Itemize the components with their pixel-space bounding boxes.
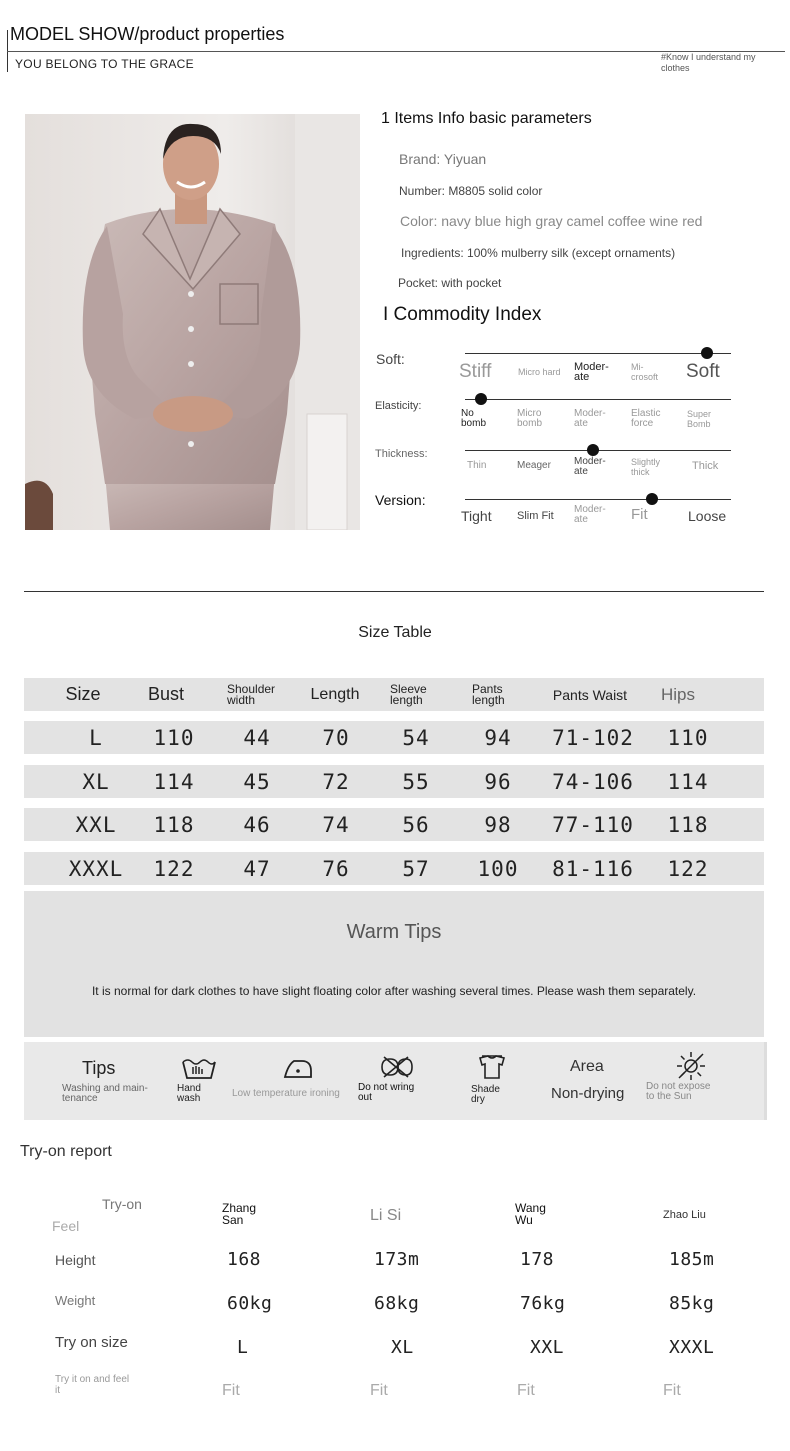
index-marker-thickness <box>587 444 599 456</box>
index-label-soft: Soft: <box>376 351 405 367</box>
index-option: No bomb <box>461 408 487 429</box>
index-option: Micro bomb <box>517 408 543 429</box>
tryon-feel-label: Try it on and feel it <box>55 1374 130 1396</box>
index-label-elasticity: Elasticity: <box>375 400 422 412</box>
tryon-person: Li Si <box>370 1207 402 1224</box>
sleeve-cell: 56 <box>402 812 430 837</box>
tryon-size: XL <box>391 1337 414 1358</box>
index-option: Stiff <box>459 361 492 382</box>
index-label-version: Version: <box>375 492 426 508</box>
index-option: Soft <box>686 361 720 382</box>
sleeve-cell: 57 <box>402 856 430 881</box>
tryon-height: 185m <box>669 1249 715 1270</box>
size-cell: XXL <box>75 812 117 837</box>
sleeve-cell: 55 <box>402 769 430 794</box>
pants-length-cell: 98 <box>484 812 512 837</box>
care-area <box>544 1042 634 1120</box>
pants-waist-cell: 74-106 <box>552 769 634 794</box>
tryon-height: 178 <box>520 1249 555 1270</box>
care-instructions <box>24 1042 767 1120</box>
size-table-row <box>24 765 764 798</box>
hips-cell: 110 <box>667 725 709 750</box>
commodity-index-title: I Commodity Index <box>383 304 542 325</box>
bust-cell: 118 <box>153 812 195 837</box>
tryon-weight-label: Weight <box>55 1293 96 1308</box>
size-table-row <box>24 808 764 841</box>
index-option: Moder- ate <box>574 504 606 525</box>
index-option: Tight <box>461 508 492 524</box>
iron-icon <box>282 1055 314 1079</box>
index-option: Loose <box>688 508 727 524</box>
index-track-elasticity <box>465 399 731 400</box>
no-wring-label: Do not wring out <box>358 1082 415 1103</box>
index-option: Meager <box>517 460 551 471</box>
index-option: Micro hard <box>518 367 561 377</box>
index-track-soft <box>465 353 731 354</box>
tryon-weight: 60kg <box>227 1293 273 1314</box>
header-cell: Bust <box>147 684 185 704</box>
tryon-person: Wang Wu <box>515 1201 546 1227</box>
tryon-size: L <box>237 1337 249 1358</box>
size-table-title: Size Table <box>358 624 432 641</box>
page-title: MODEL SHOW/product properties <box>10 24 285 44</box>
index-option: Slim Fit <box>517 510 554 522</box>
shoulder-cell: 47 <box>243 856 271 881</box>
size-table-header <box>24 678 764 711</box>
tryon-title: Try-on report <box>20 1143 112 1160</box>
tryon-person: Zhang San <box>222 1201 257 1227</box>
pants-waist-cell: 77-110 <box>552 812 634 837</box>
header-cell: Size <box>65 684 101 704</box>
index-option: Moder- ate <box>574 361 609 383</box>
care-hand-wash <box>174 1042 224 1120</box>
hips-cell: 114 <box>667 769 709 794</box>
care-no-sun <box>642 1042 742 1120</box>
pants-waist-cell: 81-116 <box>552 856 634 881</box>
pants-length-cell: 96 <box>484 769 512 794</box>
page-subtitle: YOU BELONG TO THE GRACE <box>15 57 194 71</box>
tryon-height: 168 <box>227 1249 262 1270</box>
care-low-temp-iron <box>230 1042 356 1120</box>
index-option: Fit <box>631 506 648 523</box>
low-temp-label: Low temperature ironing <box>232 1088 340 1099</box>
index-option: Elastic force <box>631 408 661 429</box>
index-marker-soft <box>701 347 713 359</box>
tryon-corner-bottom: Feel <box>52 1218 80 1234</box>
shade-dry-label: Shade dry <box>471 1084 500 1105</box>
hips-cell: 118 <box>667 812 709 837</box>
no-sun-icon <box>676 1051 706 1081</box>
non-drying-label: Non-drying <box>551 1085 625 1102</box>
tryon-weight: 76kg <box>520 1293 566 1314</box>
ingredients-text: Ingredients: 100% mulberry silk (except ornaments) <box>401 246 676 260</box>
section-divider <box>24 591 764 592</box>
length-cell: 74 <box>322 812 350 837</box>
header-cell: Hips <box>660 684 695 704</box>
tryon-feel: Fit <box>222 1382 240 1399</box>
care-tips-title: Tips <box>82 1058 116 1078</box>
size-table-row <box>24 721 764 754</box>
number-text: Number: M8805 solid color <box>399 184 543 198</box>
hand-wash-icon <box>181 1056 217 1080</box>
no-wring-icon <box>378 1055 414 1079</box>
index-option: Mi- crosoft <box>631 362 659 382</box>
index-marker-elasticity <box>475 393 487 405</box>
color-text: Color: navy blue high gray camel coffee wine red <box>400 213 703 229</box>
tryon-corner-top: Try-on <box>102 1196 142 1212</box>
sleeve-cell: 54 <box>402 725 430 750</box>
care-no-wring <box>356 1042 436 1120</box>
warm-tips-text: It is normal for dark clothes to have slight floating color after washing several times. Please wash them separately. <box>91 984 697 998</box>
index-option: Moder- ate <box>574 408 606 429</box>
items-info-title: 1 Items Info basic parameters <box>381 110 592 127</box>
care-tips-sub: Washing and main- tenance <box>62 1083 148 1104</box>
index-option: Thin <box>467 460 487 471</box>
length-cell: 70 <box>322 725 350 750</box>
hips-cell: 122 <box>667 856 709 881</box>
index-option: Slightly thick <box>631 457 661 477</box>
shoulder-cell: 45 <box>243 769 271 794</box>
tryon-feel: Fit <box>663 1382 681 1399</box>
pants-length-cell: 94 <box>484 725 512 750</box>
length-cell: 72 <box>322 769 350 794</box>
header-cell: Pants Waist <box>552 686 628 703</box>
tryon-feel: Fit <box>517 1382 535 1399</box>
pants-waist-cell: 71-102 <box>552 725 634 750</box>
tryon-size-label: Try on size <box>55 1334 128 1351</box>
shade-dry-icon <box>478 1054 506 1080</box>
index-option: Thick <box>692 460 719 472</box>
tryon-size: XXXL <box>669 1337 715 1358</box>
header-cell: Length <box>310 685 360 703</box>
tryon-person: Zhao Liu <box>663 1209 706 1221</box>
care-shade-dry <box>464 1042 524 1120</box>
tryon-height-label: Height <box>55 1252 96 1268</box>
size-cell: XXXL <box>68 856 124 881</box>
care-tips <box>60 1042 160 1120</box>
brand-text: Brand: Yiyuan <box>399 151 487 167</box>
length-cell: 76 <box>322 856 350 881</box>
model-illustration <box>25 114 360 530</box>
no-sun-label: Do not expose to the Sun <box>646 1081 711 1102</box>
header-cell: Shoulder width <box>227 681 276 707</box>
pocket-text: Pocket: with pocket <box>398 276 502 290</box>
tryon-weight: 85kg <box>669 1293 715 1314</box>
product-photo <box>25 114 360 530</box>
bust-cell: 110 <box>153 725 195 750</box>
header-note: #Know I understand my clothes <box>661 52 756 73</box>
size-table-row <box>24 852 764 885</box>
index-option: Super Bomb <box>687 409 712 429</box>
hand-wash-label: Hand wash <box>177 1083 201 1104</box>
size-cell: L <box>89 725 103 750</box>
index-option: Moder- ate <box>574 456 606 477</box>
warm-tips-panel <box>24 891 764 1037</box>
shoulder-cell: 44 <box>243 725 271 750</box>
bust-cell: 122 <box>153 856 195 881</box>
tryon-feel: Fit <box>370 1382 388 1399</box>
size-cell: XL <box>82 769 110 794</box>
index-label-thickness: Thickness: <box>375 448 428 460</box>
area-title: Area <box>570 1058 604 1075</box>
tryon-weight: 68kg <box>374 1293 420 1314</box>
index-marker-version <box>646 493 658 505</box>
tryon-size: XXL <box>530 1337 565 1358</box>
header-cell: Pants length <box>472 681 505 707</box>
pants-length-cell: 100 <box>477 856 519 881</box>
header-cell: Sleeve length <box>390 681 427 707</box>
bust-cell: 114 <box>153 769 195 794</box>
shoulder-cell: 46 <box>243 812 271 837</box>
tryon-height: 173m <box>374 1249 420 1270</box>
index-track-version <box>465 499 731 500</box>
warm-tips-title: Warm Tips <box>346 921 442 943</box>
